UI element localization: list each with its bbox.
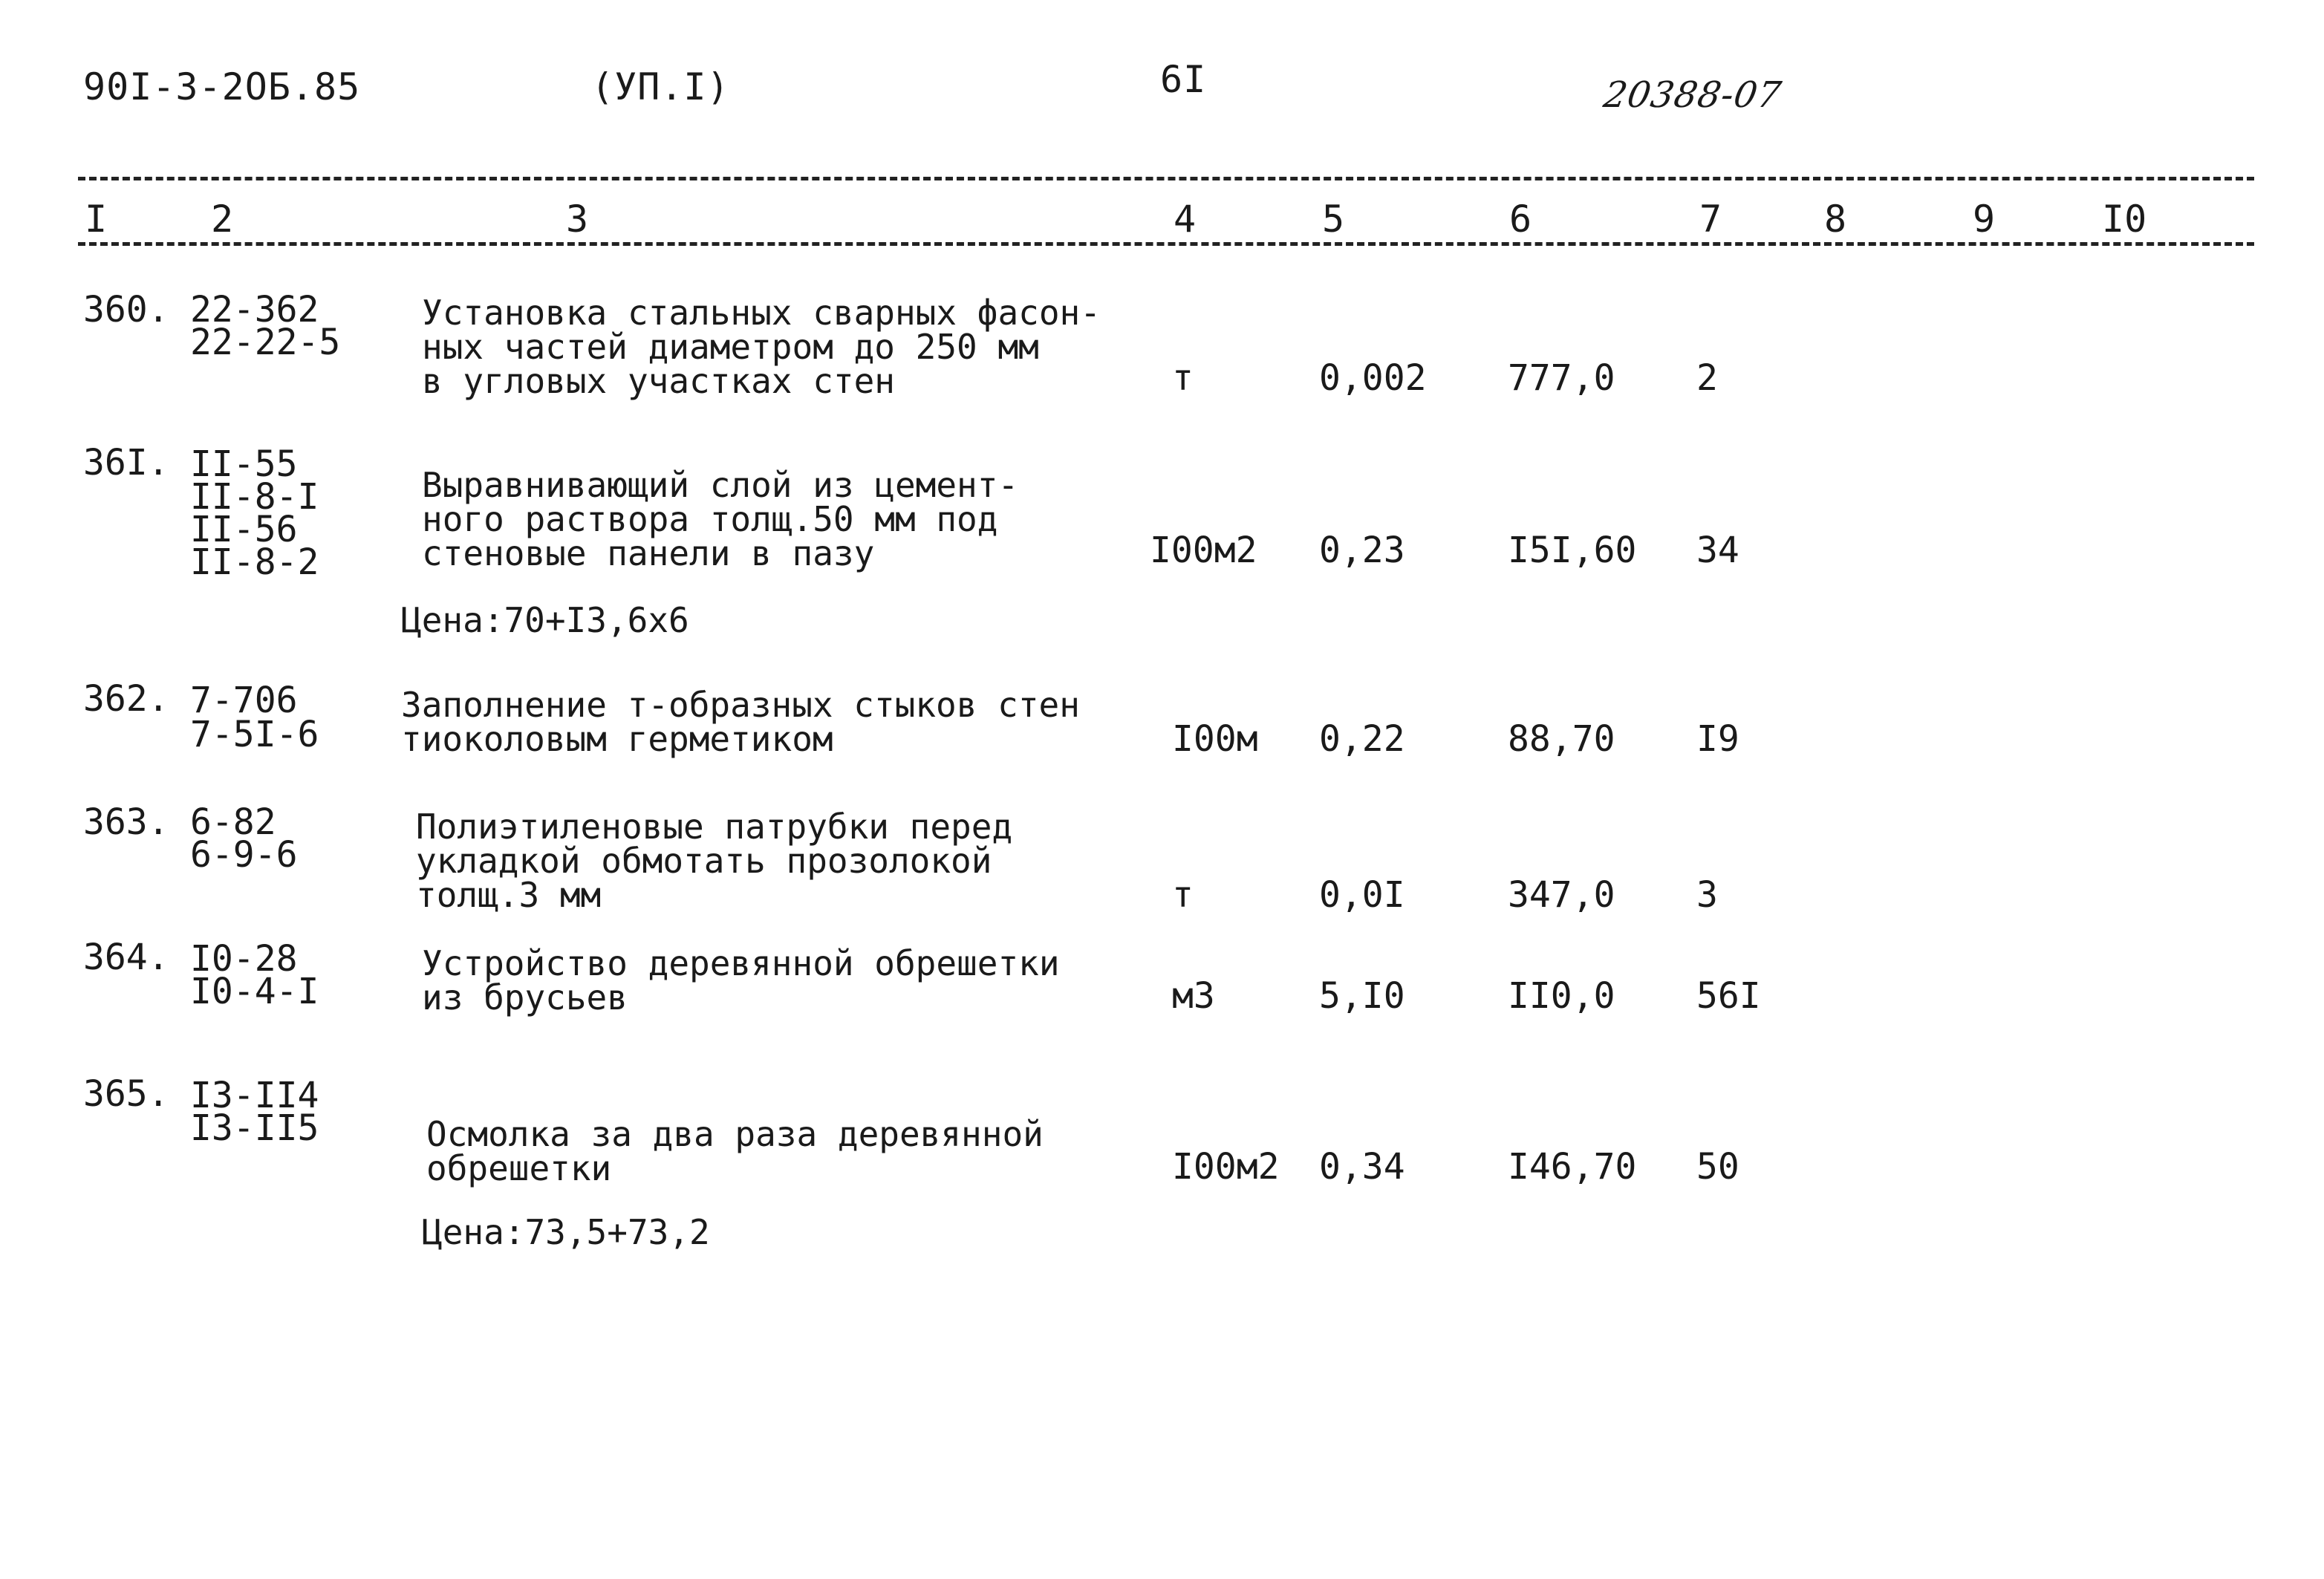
rate-code: II-8-I — [190, 476, 319, 518]
unit-price: I5I,60 — [1508, 530, 1637, 571]
total-cost: 2 — [1696, 357, 1718, 399]
quantity: 0,0I — [1319, 874, 1405, 916]
row-number: 363. — [83, 801, 169, 843]
rate-code: 7-5I-6 — [190, 714, 319, 755]
quantity: 0,23 — [1319, 530, 1405, 571]
work-description-line: Выравнивающий слой из цемент- — [422, 465, 1019, 505]
column-number: 4 — [1174, 198, 1197, 241]
unit-price: 777,0 — [1508, 357, 1615, 399]
unit-price: II0,0 — [1508, 975, 1615, 1017]
rate-code: 7-706 — [190, 680, 298, 721]
column-number: 3 — [566, 198, 589, 241]
work-description-line: стеновые панели в пазу — [422, 533, 875, 573]
total-cost: 50 — [1696, 1146, 1739, 1188]
quantity: 0,002 — [1319, 357, 1427, 399]
unit-price: 88,70 — [1508, 718, 1615, 760]
row-number: 365. — [83, 1073, 169, 1115]
work-description-line: Полиэтиленовые патрубки перед — [416, 807, 1013, 847]
total-cost: 3 — [1696, 874, 1718, 916]
price-note: Цена:70+I3,6х6 — [401, 600, 689, 640]
column-number: 5 — [1322, 198, 1345, 241]
column-number: 6 — [1509, 198, 1532, 241]
row-number: 360. — [83, 289, 169, 331]
row-number: 362. — [83, 678, 169, 720]
unit: I00м2 — [1172, 1146, 1280, 1188]
rate-code: 22-22-5 — [190, 322, 341, 363]
unit-price: I46,70 — [1508, 1146, 1637, 1188]
work-description-line: в угловых участках стен — [422, 361, 895, 401]
price-note: Цена:73,5+73,2 — [422, 1212, 710, 1252]
unit: т — [1172, 357, 1194, 399]
work-description-line: ного раствора толщ.50 мм под — [422, 499, 998, 539]
inventory-number: 20388-07 — [1601, 74, 1785, 116]
column-number: 2 — [211, 198, 234, 241]
work-description-line: Заполнение т-образных стыков стен — [401, 685, 1080, 725]
unit: м3 — [1172, 975, 1215, 1017]
unit: I00м2 — [1150, 530, 1257, 571]
quantity: 5,I0 — [1319, 975, 1405, 1017]
work-description-line: тиоколовым герметиком — [401, 719, 833, 759]
column-number: 9 — [1973, 198, 1996, 241]
rate-code: 6-82 — [190, 801, 276, 843]
album-label: (УП.I) — [591, 65, 730, 108]
work-description-line: Устройство деревянной обрешетки — [422, 943, 1060, 983]
unit: I00м — [1172, 718, 1258, 760]
row-number: 36I. — [83, 442, 169, 484]
total-cost: 34 — [1696, 530, 1739, 571]
row-number: 364. — [83, 937, 169, 978]
work-description-line: обрешетки — [426, 1148, 612, 1188]
rate-code: 6-9-6 — [190, 834, 298, 876]
work-description-line: ных частей диаметром до 250 мм — [422, 327, 1039, 367]
table-top-rule — [78, 177, 2254, 180]
work-description-line: Осмолка за два раза деревянной — [426, 1114, 1044, 1154]
total-cost: 56I — [1696, 975, 1761, 1017]
work-description-line: укладкой обмотать прозолокой — [416, 841, 992, 881]
rate-code: II-56 — [190, 509, 298, 550]
work-description-line: толщ.3 мм — [416, 875, 602, 915]
work-description-line: Установка стальных сварных фасон- — [422, 293, 1101, 333]
rate-code: 22-362 — [190, 289, 319, 331]
unit: т — [1172, 874, 1194, 916]
rate-code: II-8-2 — [190, 541, 319, 583]
rate-code: I3-II4 — [190, 1075, 319, 1116]
page-number: 6I — [1160, 58, 1207, 101]
column-number: I0 — [2102, 198, 2147, 241]
column-number: 7 — [1699, 198, 1722, 241]
work-description-line: из брусьев — [422, 977, 628, 1018]
quantity: 0,34 — [1319, 1146, 1405, 1188]
rate-code: I0-4-I — [190, 971, 319, 1012]
document-code: 90I-3-2ОБ.85 — [83, 65, 361, 108]
rate-code: I3-II5 — [190, 1107, 319, 1149]
total-cost: I9 — [1696, 718, 1739, 760]
column-number: I — [85, 198, 108, 241]
column-number: 8 — [1824, 198, 1847, 241]
rate-code: II-55 — [190, 443, 298, 485]
quantity: 0,22 — [1319, 718, 1405, 760]
rate-code: I0-28 — [190, 938, 298, 980]
table-header-rule — [78, 242, 2254, 246]
unit-price: 347,0 — [1508, 874, 1615, 916]
